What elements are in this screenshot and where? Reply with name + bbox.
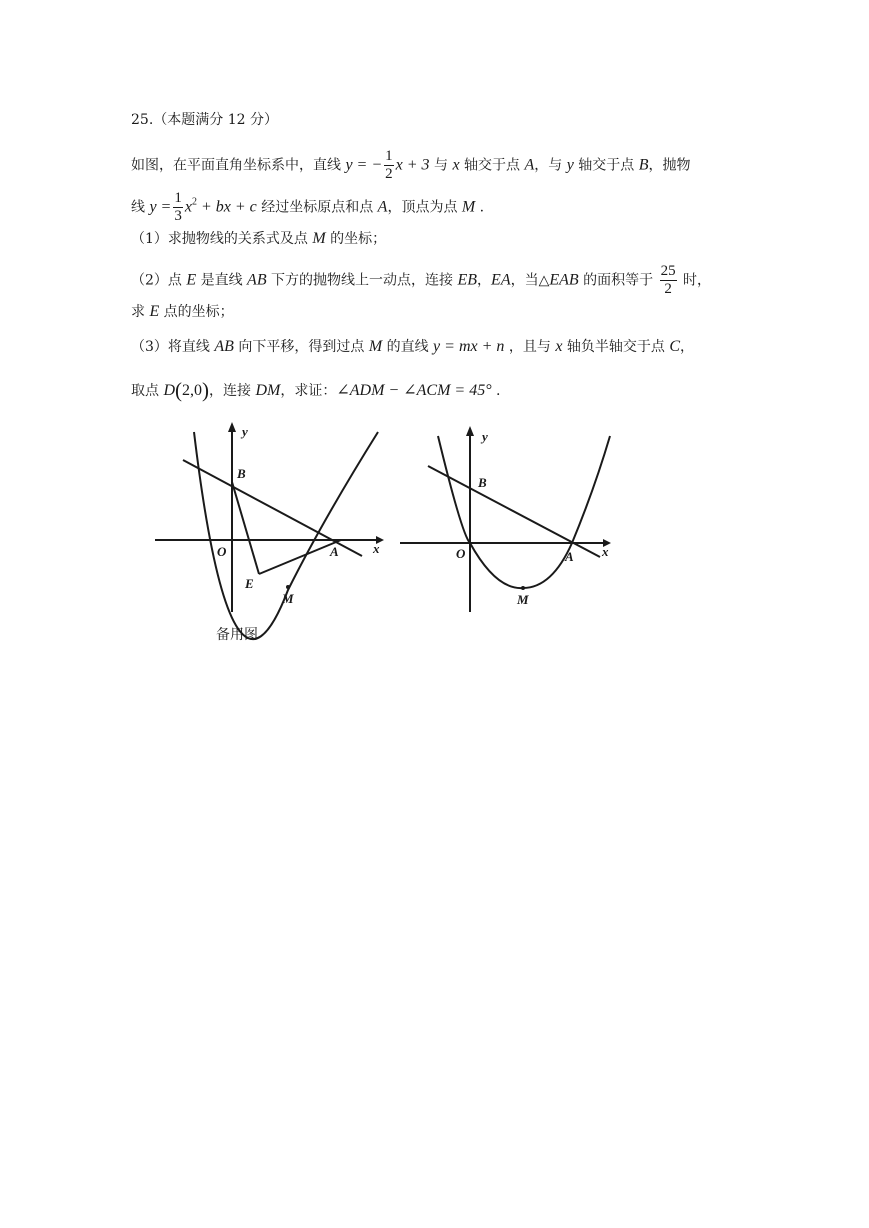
fraction-25-over-2: $\frac{25}{2}$ [660,263,676,297]
fig2-label-x: x [602,544,609,559]
question-3: （3）将直线 AB 向下平移，得到过点 M 的直线 y = mx + n ，且与 x 轴负半轴交于点 C， [131,338,694,355]
figure-caption: 备用图 [216,627,258,643]
question-2-continued: 求 E 点的坐标； [131,303,234,320]
point-m [521,586,525,590]
fig1-label-e: E [245,576,254,591]
fig2-label-b: B [478,475,487,490]
figure-2 [400,426,611,612]
parabola-definition: 线 y = $\frac{1}{3}$ $x^2$ + bx + c 经过坐标原点和点 A，顶点为点 M . [131,190,485,224]
question-1: （1）求抛物线的关系式及点 M 的坐标； [131,230,387,247]
question-2: （2）点 E 是直线 AB 下方的抛物线上一动点，连接 EB，EA，当△EAB 的面积等于 $\frac{25}{2}$ 时， [131,263,712,297]
y-axis-arrow [228,422,236,432]
parabola [194,432,378,639]
fig1-label-y: y [242,424,248,439]
figure-1 [155,422,384,639]
problem-intro: 如图，在平面直角坐标系中，直线 y = − $\frac{1}{2}$ x + 3 与 x 轴交于点 A，与 y 轴交于点 B，抛物 [131,148,691,182]
segment-ea [259,540,341,574]
fig2-label-a: A [565,549,574,564]
parabola [438,436,610,588]
fig1-label-a: A [330,544,339,559]
point-m [286,585,290,589]
question-3-continued: 取点 D(2,0)，连接 DM，求证：∠ADM − ∠ACM = 45° . [131,378,501,402]
fig1-label-m: M [282,591,294,606]
fraction-one-third: $\frac{1}{3}$ [174,190,182,224]
fig1-label-b: B [237,466,246,481]
y-axis-arrow [466,426,474,436]
fig2-label-o: O [456,546,466,561]
fig1-label-x: x [373,541,380,556]
fig2-label-y: y [482,429,488,444]
segment-eb [232,482,259,574]
problem-heading: 25.（本题满分 12 分） [131,112,278,128]
fraction-one-half: $\frac{1}{2}$ [385,148,393,182]
fig1-label-o: O [217,544,227,559]
fig2-label-m: M [517,592,529,607]
